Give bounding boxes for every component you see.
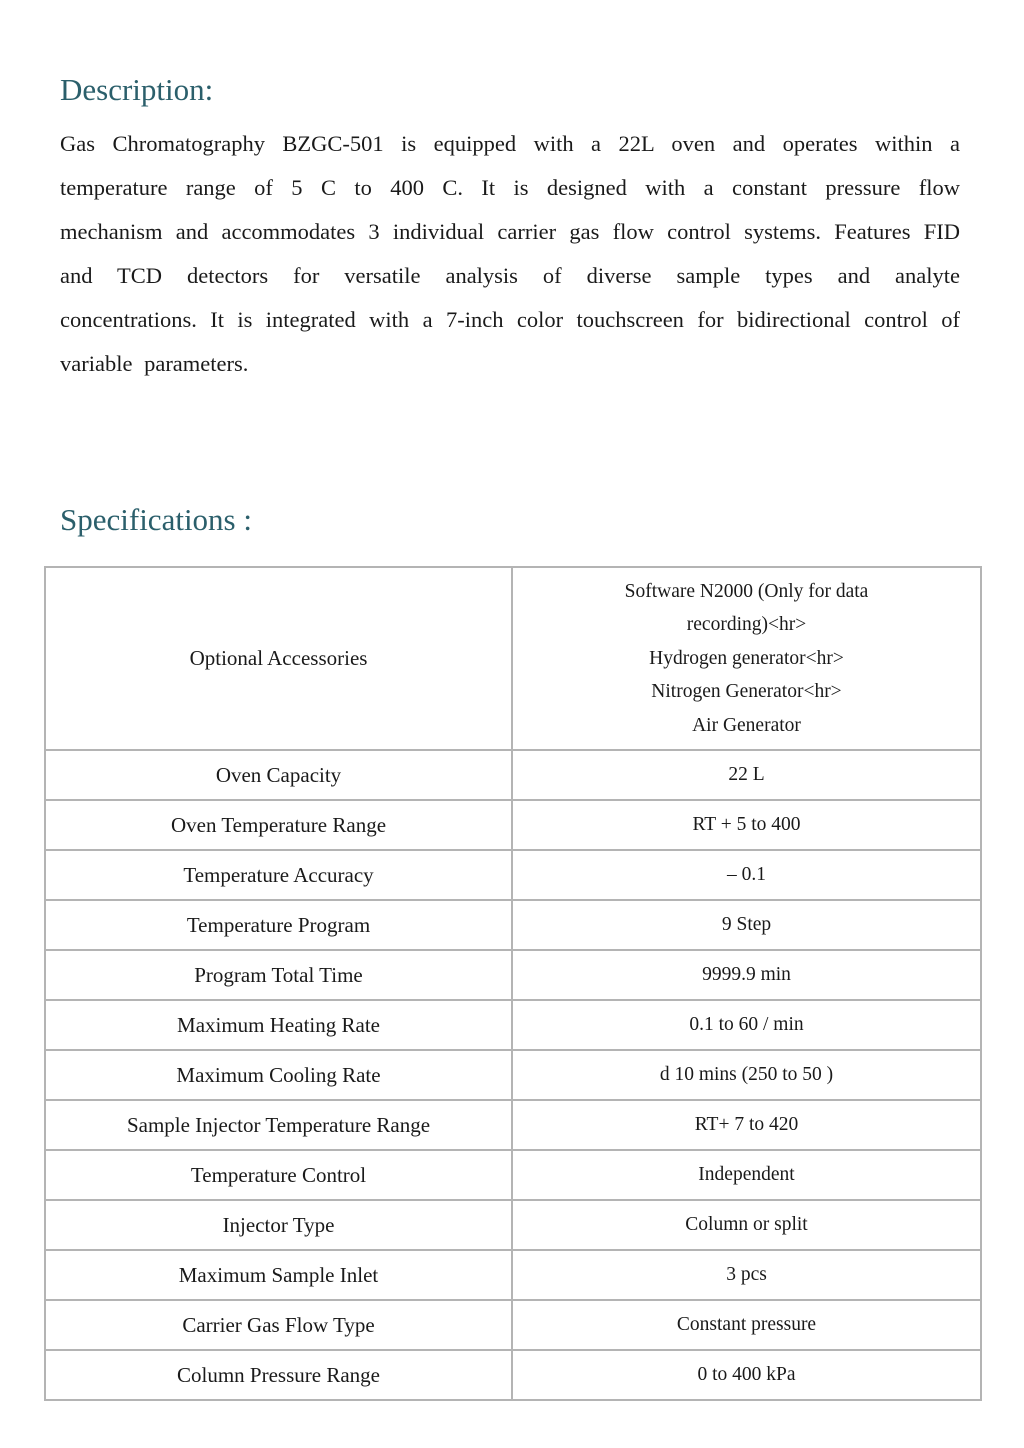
table-row — [45, 750, 981, 800]
table-row — [45, 1300, 981, 1350]
spec-label: Maximum Sample Inlet — [45, 1250, 512, 1300]
spec-value: 9999.9 min — [512, 950, 981, 1000]
table-row — [45, 1050, 981, 1100]
spec-label: Column Pressure Range — [45, 1350, 512, 1400]
spec-value: RT + 5 to 400 — [512, 800, 981, 850]
spec-label: Temperature Program — [45, 900, 512, 950]
spec-value: RT+ 7 to 420 — [512, 1100, 981, 1150]
specifications-table — [44, 566, 982, 1401]
table-row — [45, 567, 981, 750]
table-row — [45, 800, 981, 850]
spec-label: Carrier Gas Flow Type — [45, 1300, 512, 1350]
specifications-heading: Specifications : — [60, 502, 252, 537]
table-row — [45, 1100, 981, 1150]
description-paragraph: Gas Chromatography BZGC-501 is equipped with a 22L oven and operates within a temperature range of 5 C to 400 C. It is designed with a constant pressure flow mechanism and accommodates 3 individual carrier gas flow control systems. Features FID and TCD detectors for versatile analysis of diverse sample types and analyte concentrations. It is integrated with a 7-inch color touchscreen for bidirectional control of variable parameters. — [60, 131, 960, 376]
table-row — [45, 950, 981, 1000]
spec-label: Oven Capacity — [45, 750, 512, 800]
spec-value: Independent — [512, 1150, 981, 1200]
spec-value-line: Hydrogen generator<hr> — [649, 647, 844, 669]
spec-label: Maximum Heating Rate — [45, 1000, 512, 1050]
spec-label: Injector Type — [45, 1200, 512, 1250]
table-row — [45, 1200, 981, 1250]
spec-label: Temperature Control — [45, 1150, 512, 1200]
spec-label: Program Total Time — [45, 950, 512, 1000]
spec-value: 3 pcs — [512, 1250, 981, 1300]
spec-label: Oven Temperature Range — [45, 800, 512, 850]
spec-value: Column or split — [512, 1200, 981, 1250]
spec-value: – 0.1 — [512, 850, 981, 900]
spec-value: d 10 mins (250 to 50 ) — [512, 1050, 981, 1100]
spec-value: 9 Step — [512, 900, 981, 950]
description-heading: Description: — [60, 72, 214, 107]
table-row — [45, 1350, 981, 1400]
spec-label: Sample Injector Temperature Range — [45, 1100, 512, 1150]
spec-value-line: Software N2000 (Only for data — [624, 580, 869, 602]
spec-value-line: Nitrogen Generator<hr> — [651, 681, 842, 703]
table-row — [45, 850, 981, 900]
table-row — [45, 1150, 981, 1200]
spec-label: Maximum Cooling Rate — [45, 1050, 512, 1100]
spec-value: 0 to 400 kPa — [512, 1350, 981, 1400]
table-row — [45, 1250, 981, 1300]
spec-value: Constant pressure — [512, 1300, 981, 1350]
spec-value: 22 L — [512, 750, 981, 800]
table-row — [45, 900, 981, 950]
table-row — [45, 1000, 981, 1050]
spec-value-line: Air Generator — [692, 714, 801, 736]
spec-value: 0.1 to 60 / min — [512, 1000, 981, 1050]
spec-label: Optional Accessories — [45, 567, 512, 750]
spec-value — [512, 567, 981, 750]
spec-value-line: recording)<hr> — [686, 614, 807, 636]
spec-label: Temperature Accuracy — [45, 850, 512, 900]
